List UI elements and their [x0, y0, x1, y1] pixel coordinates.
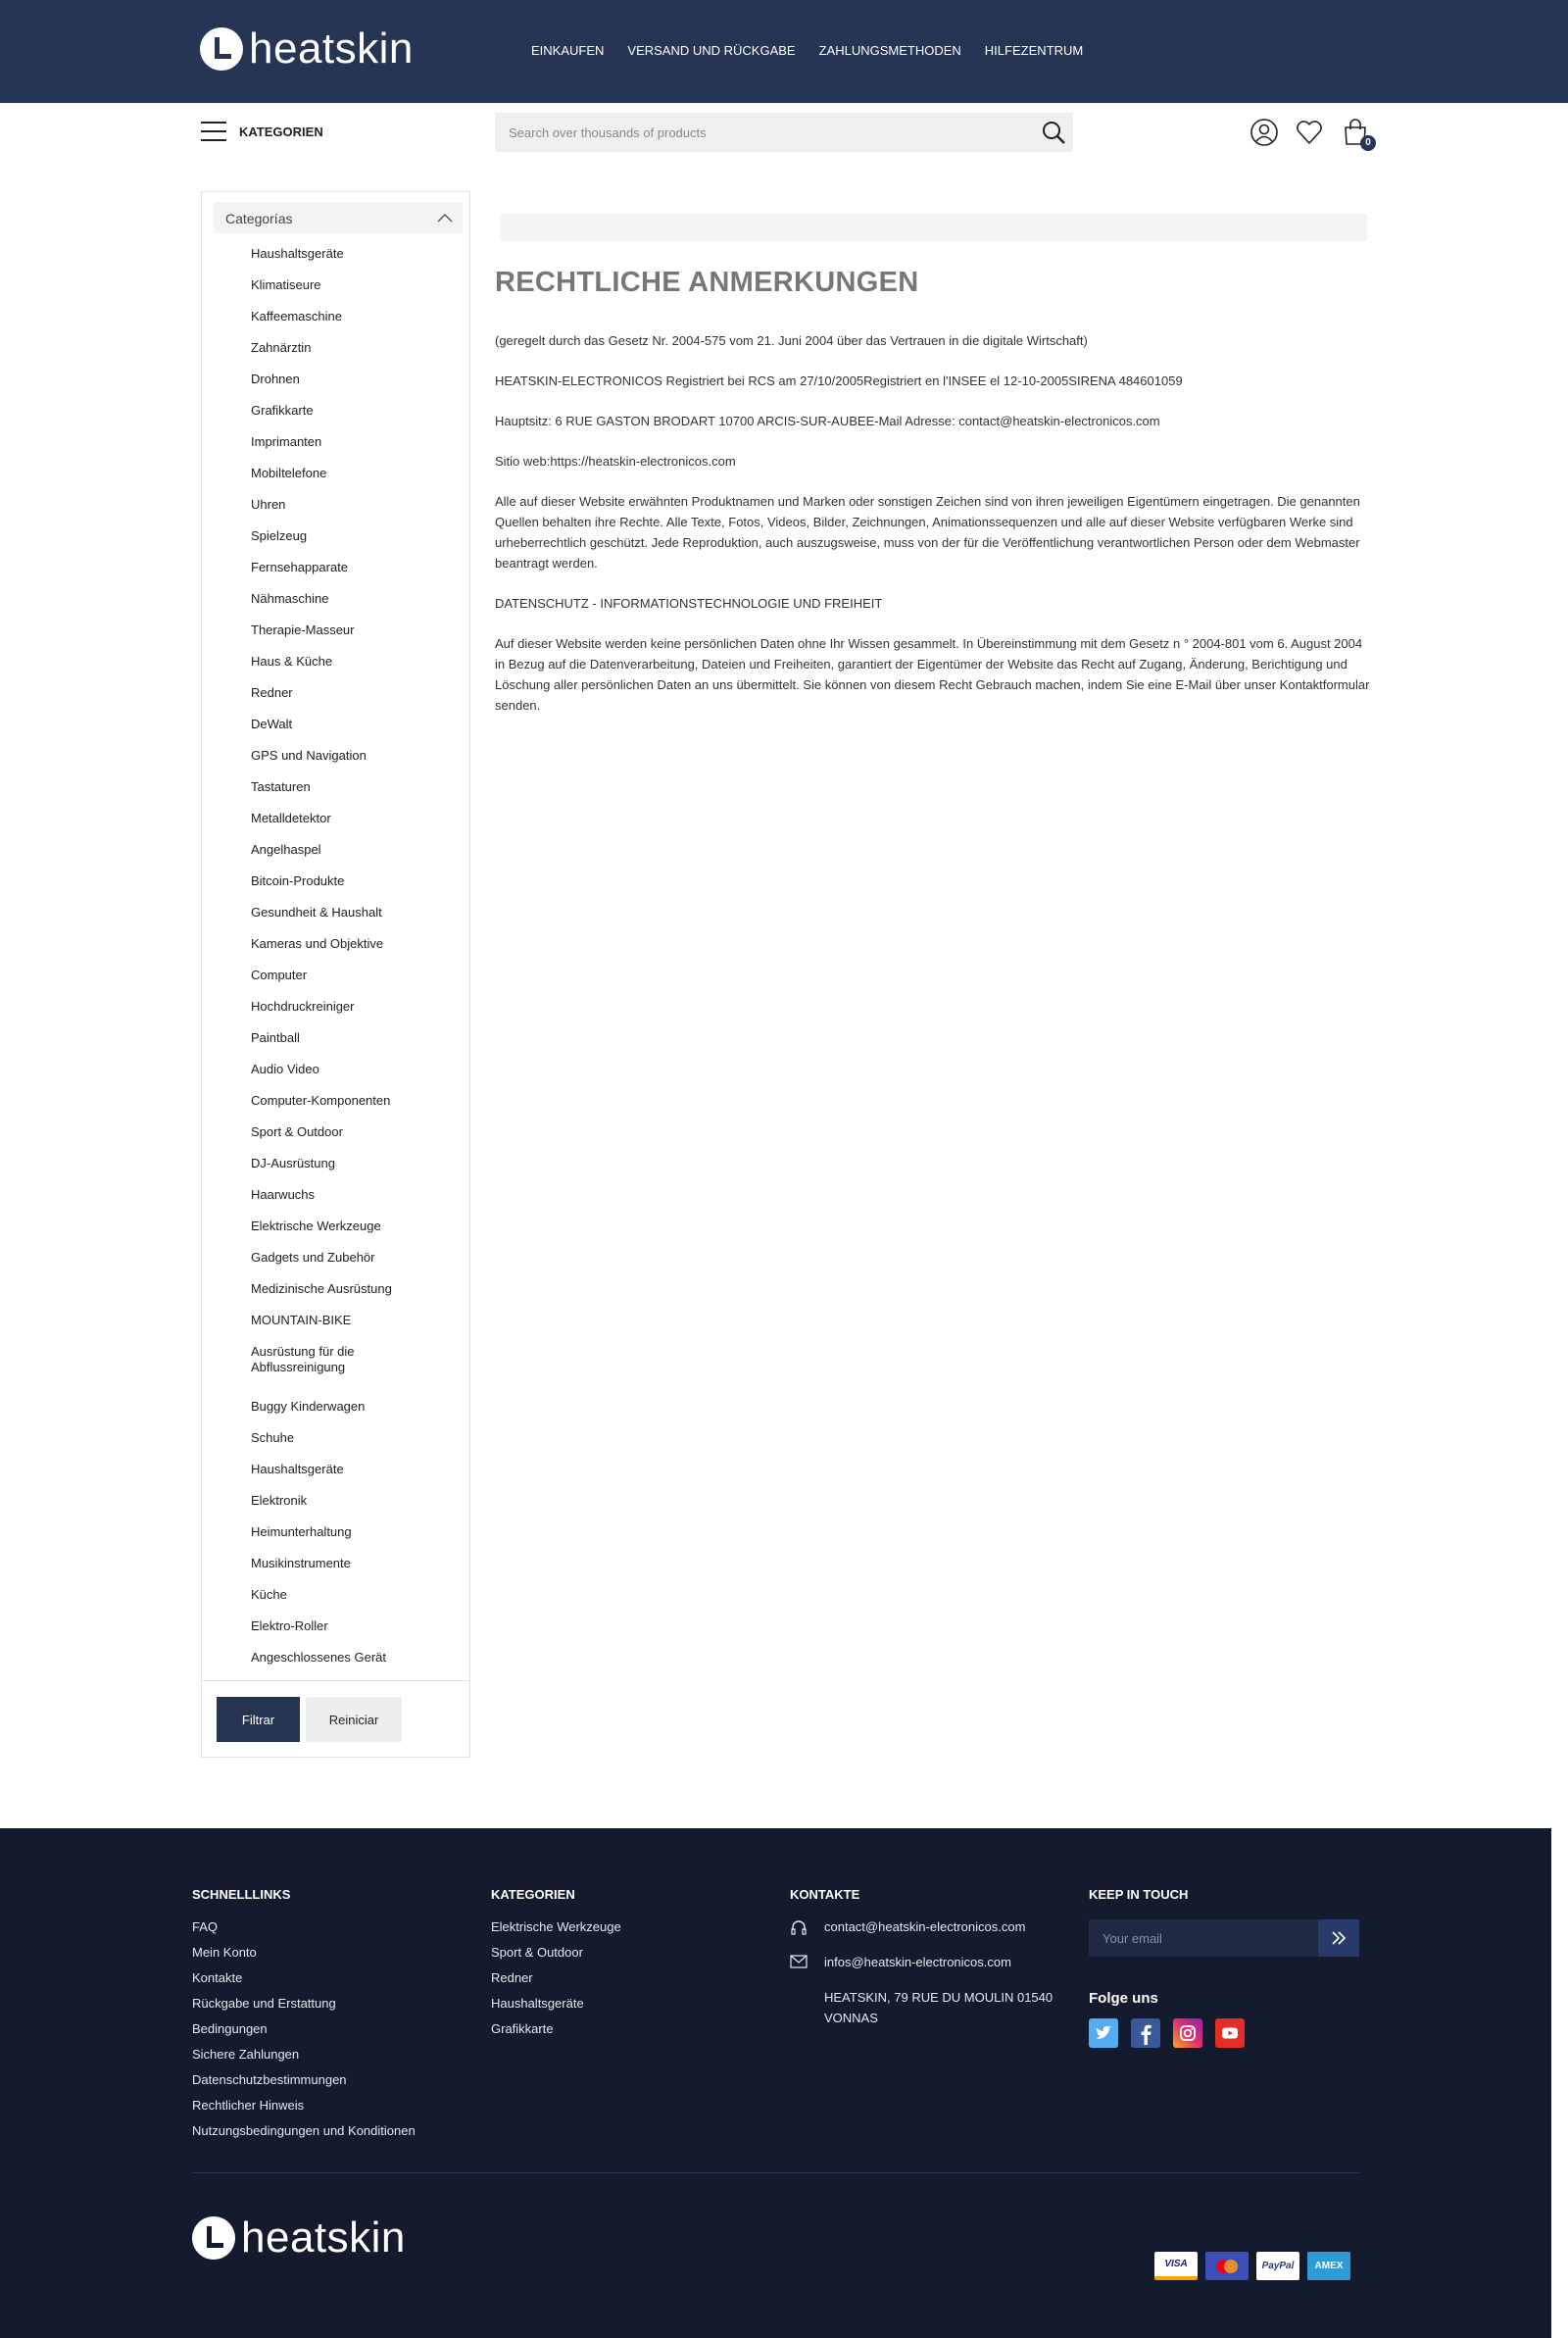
filter-button[interactable]: Filtrar — [217, 1697, 300, 1742]
instagram-icon[interactable] — [1173, 2018, 1202, 2048]
footer-link[interactable]: Nutzungsbedingungen und Konditionen — [192, 2123, 416, 2138]
payment-methods — [1154, 2252, 1350, 2280]
search-bar — [495, 113, 1073, 152]
category-filter-title: Categorías — [225, 211, 293, 226]
category-item[interactable]: Spielzeug — [251, 528, 308, 543]
legal-content — [495, 330, 1372, 735]
category-item[interactable]: Nähmaschine — [251, 591, 329, 606]
category-item[interactable]: Medizinische Ausrüstung — [251, 1281, 392, 1296]
social-links — [1089, 2018, 1359, 2048]
category-item[interactable]: Elektro-Roller — [251, 1618, 328, 1633]
category-item[interactable]: Klimatiseure — [251, 277, 321, 292]
category-item[interactable]: Buggy Kinderwagen — [251, 1399, 366, 1414]
category-item[interactable]: Gesundheit & Haushalt — [251, 905, 382, 920]
envelope-icon — [790, 1955, 808, 1968]
footer-link[interactable]: Mein Konto — [192, 1945, 257, 1960]
facebook-icon[interactable] — [1131, 2018, 1160, 2048]
search-icon[interactable] — [1040, 119, 1067, 146]
footer-link[interactable]: Datenschutzbestimmungen — [192, 2072, 347, 2087]
nav-item-einkaufen[interactable]: EINKAUFEN — [531, 43, 605, 58]
twitter-icon[interactable] — [1089, 2018, 1118, 2048]
user-icon[interactable] — [1250, 118, 1279, 147]
category-item[interactable]: Redner — [251, 685, 293, 700]
newsletter-submit-button[interactable] — [1318, 1919, 1359, 1957]
category-item[interactable]: Tastaturen — [251, 779, 311, 794]
nav-item-hilfezentrum[interactable]: HILFEZENTRUM — [984, 43, 1084, 58]
footer-divider — [192, 2172, 1359, 2173]
category-item[interactable]: Hochdruckreiniger — [251, 999, 355, 1014]
category-item[interactable]: Audio Video — [251, 1062, 319, 1076]
footer-link[interactable]: Haushaltsgeräte — [491, 1996, 584, 2011]
category-item[interactable]: Metalldetektor — [251, 811, 331, 825]
footer-heading: KEEP IN TOUCH — [1089, 1887, 1189, 1902]
category-item[interactable]: Bitcoin-Produkte — [251, 873, 345, 888]
category-item[interactable]: DJ-Ausrüstung — [251, 1156, 335, 1170]
paragraph: HEATSKIN-ELECTRONICOS Registriert bei RCS am 27/10/2005Registriert en l'INSEE el 12-10-2005SIRENA 484601059 — [495, 373, 1183, 388]
paragraph: Sitio web:https://heatskin-electronicos.com — [495, 454, 736, 469]
category-item[interactable]: Fernsehapparate — [251, 560, 349, 574]
contact-address-row — [790, 1987, 1054, 2028]
paragraph: Hauptsitz: 6 RUE GASTON BRODART 10700 ARCIS-SUR-AUBEE-Mail Adresse: contact@heatskin-electronicos.com — [495, 414, 1160, 428]
category-sidebar — [201, 191, 470, 1758]
category-item[interactable]: Haushaltsgeräte — [251, 246, 344, 261]
category-item[interactable]: Kameras und Objektive — [251, 936, 384, 951]
category-item[interactable]: Imprimanten — [251, 434, 322, 449]
category-item[interactable]: Grafikkarte — [251, 403, 314, 418]
footer-heading: KONTAKTE — [790, 1887, 860, 1902]
category-item[interactable]: MOUNTAIN-BIKE — [251, 1313, 352, 1327]
category-item[interactable]: Elektrische Werkzeuge — [251, 1219, 381, 1233]
footer-brand-logo[interactable] — [192, 2216, 406, 2260]
contact-email[interactable]: contact@heatskin-electronicos.com — [824, 1919, 1026, 1934]
category-item[interactable]: Elektronik — [251, 1493, 308, 1508]
category-item[interactable]: Heimunterhaltung — [251, 1524, 352, 1539]
category-item[interactable]: Mobiltelefone — [251, 466, 327, 480]
paragraph: (geregelt durch das Gesetz Nr. 2004-575 vom 21. Juni 2004 über das Vertrauen in die digitale Wirtschaft) — [495, 333, 1088, 348]
category-item[interactable]: Ausrüstung für die Abflussreinigung — [251, 1344, 355, 1374]
contact-mail-row — [790, 1955, 1054, 1969]
paragraph: Alle auf dieser Website erwähnten Produktnamen und Marken oder sonstigen Zeichen sind von ihren jeweiligen Eigentümern eingetragen. Die genannten Quellen behalten ihre Rechte. Alle Texte, Fotos, Videos, Bilder, Zeichnungen, Animationssequenzen und alle auf dieser Website verfügbaren Werke sind urheberrechtlich geschützt. Jede Reproduktion, auch auszugsweise, muss von der für die Veröffentlichung verantwortlichen Person oder dem Webmaster beantragt werden. — [495, 494, 1360, 571]
category-item[interactable]: Zahnärztin — [251, 340, 312, 355]
amex-icon: AMEX — [1307, 2252, 1350, 2280]
category-item[interactable]: Angelhaspel — [251, 842, 321, 857]
brand-name: heatskin — [249, 25, 414, 73]
sidebar-divider — [202, 1680, 469, 1681]
category-item[interactable]: Computer-Komponenten — [251, 1093, 391, 1108]
category-item[interactable]: DeWalt — [251, 717, 293, 731]
category-list — [251, 238, 447, 1673]
footer-link[interactable]: Sichere Zahlungen — [192, 2047, 300, 2062]
top-bar — [0, 0, 1568, 103]
cart-count-badge: 0 — [1360, 135, 1376, 151]
footer-link[interactable]: Rückgabe und Erstattung — [192, 1996, 336, 2011]
double-chevron-right-icon — [1318, 1919, 1359, 1957]
menu-icon[interactable] — [201, 122, 226, 141]
category-item[interactable]: Angeschlossenes Gerät — [251, 1650, 387, 1665]
footer-contacts — [790, 1887, 1054, 2046]
category-item[interactable]: Uhren — [251, 497, 286, 512]
footer-newsletter — [1089, 1887, 1359, 2048]
headset-icon — [790, 1919, 808, 1937]
page-title: RECHTLICHE ANMERKUNGEN — [495, 267, 919, 298]
footer-link[interactable]: Kontakte — [192, 1970, 243, 1985]
footer-link[interactable]: Sport & Outdoor — [491, 1945, 583, 1960]
nav-item-zahlungsmethoden[interactable]: ZAHLUNGSMETHODEN — [818, 43, 961, 58]
newsletter-form — [1089, 1919, 1359, 1957]
paypal-icon: PayPal — [1256, 2252, 1299, 2280]
footer-link[interactable]: Rechtlicher Hinweis — [192, 2098, 305, 2113]
chevron-up-icon — [437, 212, 453, 224]
logo-icon — [200, 27, 243, 71]
footer-categories — [491, 1887, 621, 2047]
categories-label[interactable]: KATEGORIEN — [239, 124, 323, 139]
footer-link[interactable]: Elektrische Werkzeuge — [491, 1919, 621, 1934]
category-item[interactable]: Haus & Küche — [251, 654, 333, 669]
info-email[interactable]: infos@heatskin-electronicos.com — [824, 1955, 1011, 1969]
category-item[interactable]: Küche — [251, 1587, 287, 1602]
category-filter-header[interactable] — [214, 202, 463, 233]
category-item[interactable]: Therapie-Masseur — [251, 622, 355, 637]
footer-heading: SCHNELLLINKS — [192, 1887, 291, 1902]
footer-link[interactable]: Redner — [491, 1970, 533, 1985]
category-item[interactable]: Haushaltsgeräte — [251, 1462, 344, 1476]
category-item[interactable]: Paintball — [251, 1030, 300, 1045]
category-item[interactable]: Haarwuchs — [251, 1187, 316, 1202]
brand-logo[interactable] — [200, 27, 414, 71]
footer-brand-name: heatskin — [241, 2214, 406, 2262]
cart-button[interactable] — [1341, 118, 1370, 147]
category-item[interactable]: Musikinstrumente — [251, 1556, 351, 1570]
footer-heading: KATEGORIEN — [491, 1887, 575, 1902]
paragraph: Auf dieser Website werden keine persönlichen Daten ohne Ihr Wissen gesammelt. In Übereinstimmung mit dem Gesetz n ° 2004-801 vom 6. August 2004 in Bezug auf die Datenverarbeitung, Dateien und Freiheiten, garantiert der Eigentümer der Website das Recht auf Zugang, Änderung, Berichtigung und Löschung aller persönlichen Daten an uns übermittelt. Sie können von diesem Recht Gebrauch machen, indem Sie eine E-Mail über unser Kontaktformular senden. — [495, 636, 1370, 713]
visa-icon: VISA — [1154, 2252, 1198, 2280]
category-item[interactable]: Computer — [251, 968, 308, 982]
footer-link[interactable]: FAQ — [192, 1919, 219, 1934]
youtube-icon[interactable] — [1215, 2018, 1245, 2048]
footer-quicklinks — [192, 1887, 416, 2149]
contact-phone-row — [790, 1919, 1054, 1937]
heart-icon[interactable] — [1295, 118, 1324, 147]
footer-link[interactable]: Bedingungen — [192, 2021, 268, 2036]
footer-link[interactable]: Grafikkarte — [491, 2021, 554, 2036]
category-item[interactable]: Gadgets und Zubehör — [251, 1250, 375, 1265]
logo-icon — [192, 2216, 235, 2260]
category-item[interactable]: Sport & Outdoor — [251, 1124, 343, 1139]
category-item[interactable]: GPS und Navigation — [251, 748, 367, 763]
search-input[interactable] — [495, 113, 1004, 152]
newsletter-email-input[interactable] — [1089, 1919, 1316, 1957]
category-item[interactable]: Kaffeemaschine — [251, 309, 342, 323]
category-item[interactable]: Schuhe — [251, 1430, 295, 1445]
category-item[interactable]: Drohnen — [251, 372, 300, 386]
main-nav — [531, 43, 1083, 58]
follow-label: Folge uns — [1089, 1990, 1158, 2007]
section-heading: DATENSCHUTZ - INFORMATIONSTECHNOLOGIE UND FREIHEIT — [495, 596, 883, 611]
nav-item-versand[interactable]: VERSAND UND RÜCKGABE — [627, 43, 796, 58]
reset-button[interactable]: Reiniciar — [306, 1697, 402, 1742]
breadcrumb-bar — [500, 214, 1367, 241]
address: HEATSKIN, 79 RUE DU MOULIN 01540 VONNAS — [824, 1990, 1054, 2025]
mastercard-icon — [1205, 2252, 1249, 2280]
